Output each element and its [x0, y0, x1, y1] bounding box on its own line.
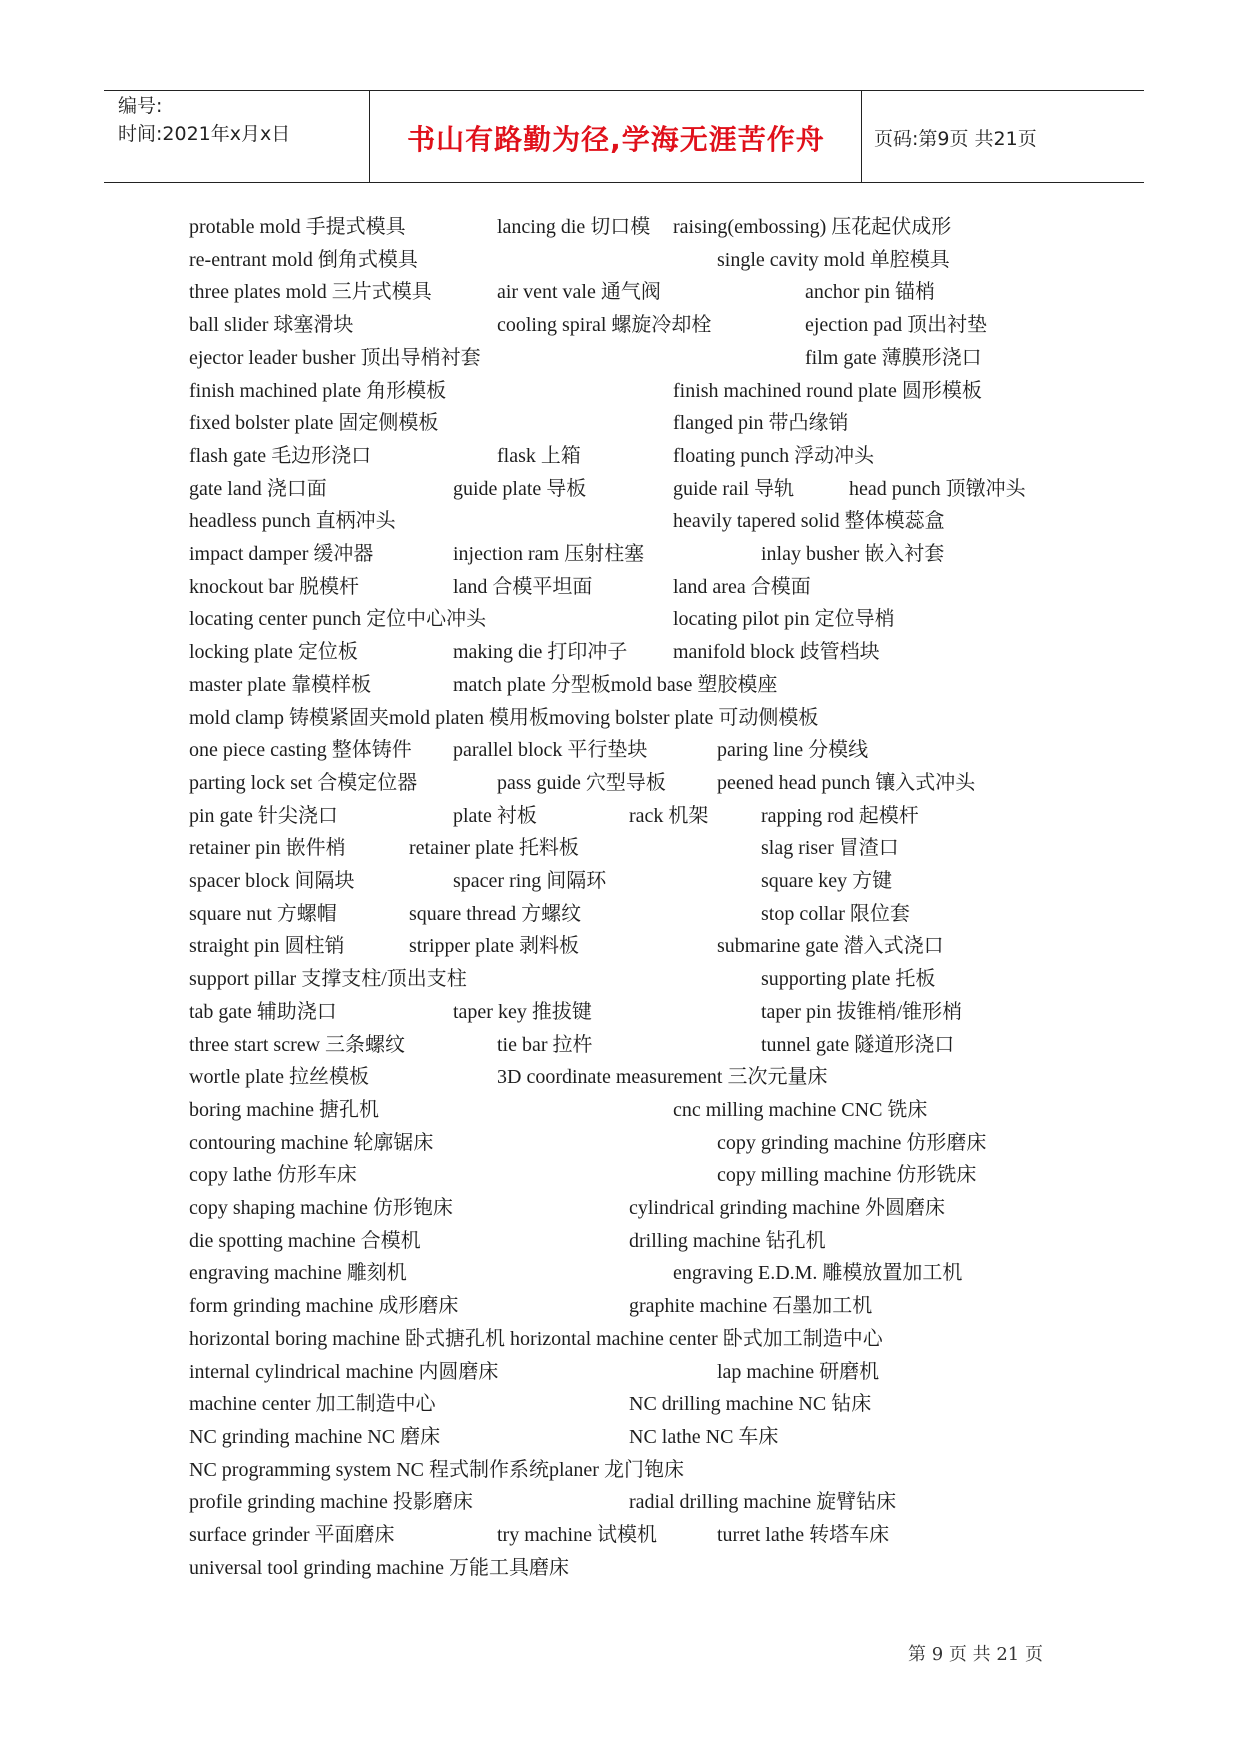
glossary-term: copy grinding machine 仿形磨床	[717, 1131, 987, 1154]
glossary-term: heavily tapered solid 整体模蕊盒	[673, 510, 945, 533]
glossary-term: tie bar 拉杵	[497, 1033, 593, 1056]
glossary-term: cnc milling machine CNC 铣床	[673, 1098, 928, 1121]
glossary-term: NC programming system NC 程式制作系统planer 龙门铇床	[189, 1458, 684, 1481]
glossary-term: wortle plate 拉丝模板	[189, 1066, 369, 1089]
glossary-term: machine center 加工制造中心	[189, 1393, 436, 1416]
glossary-term: square nut 方螺帽	[189, 902, 337, 925]
glossary-term: pass guide 穴型导板	[497, 771, 666, 794]
glossary-term: knockout bar 脱模杆	[189, 575, 359, 598]
glossary-term: graphite machine 石墨加工机	[629, 1295, 873, 1318]
glossary-term: universal tool grinding machine 万能工具磨床	[189, 1556, 569, 1579]
glossary-term: stop collar 限位套	[761, 902, 910, 925]
page-header	[0, 0, 1241, 200]
glossary-term: air vent vale 通气阀	[497, 281, 661, 304]
header-meta	[118, 92, 290, 148]
glossary-term: peened head punch 镶入式冲头	[717, 771, 976, 794]
glossary-term: flask 上箱	[497, 444, 581, 467]
glossary-term: anchor pin 锚梢	[805, 281, 935, 304]
glossary-term: ejection pad 顶出衬垫	[805, 314, 988, 337]
document-time-label: 时间:2021年x月x日	[118, 123, 291, 145]
glossary-term: tab gate 辅助浇口	[189, 1000, 337, 1023]
glossary-term: rack 机架	[629, 804, 709, 827]
glossary-term: square key 方键	[761, 870, 893, 892]
glossary-term: taper pin 拔锥梢/锥形梢	[761, 1000, 963, 1023]
glossary-term: cylindrical grinding machine 外圆磨床	[629, 1197, 946, 1219]
glossary-term: submarine gate 潜入式浇口	[717, 935, 944, 958]
glossary-term: surface grinder 平面磨床	[189, 1524, 395, 1546]
glossary-term: internal cylindrical machine 内圆磨床	[189, 1360, 499, 1383]
glossary-term: injection ram 压射柱塞	[453, 543, 645, 565]
glossary-term: 3D coordinate measurement 三次元量床	[497, 1066, 828, 1089]
glossary-term: raising(embossing) 压花起伏成形	[673, 216, 952, 238]
glossary-term: drilling machine 钻孔机	[629, 1229, 826, 1252]
glossary-term: lancing die 切口模	[497, 216, 651, 238]
glossary-term: master plate 靠模样板	[189, 673, 372, 696]
glossary-term: film gate 薄膜形浇口	[805, 346, 982, 369]
glossary-term: rapping rod 起模杆	[761, 804, 919, 827]
glossary-term: land 合模平坦面	[453, 575, 593, 598]
glossary-term: ejector leader busher 顶出导梢衬套	[189, 346, 481, 369]
glossary-term: protable mold 手提式模具	[189, 216, 406, 238]
glossary-term: mold clamp 铸模紧固夹mold platen 模用板moving bolster plate 可动侧模板	[189, 706, 819, 729]
glossary-term: radial drilling machine 旋臂钻床	[629, 1491, 897, 1514]
glossary-term: headless punch 直柄冲头	[189, 510, 396, 533]
glossary-term: single cavity mold 单腔模具	[717, 248, 950, 271]
glossary-term: engraving E.D.M. 雕模放置加工机	[673, 1262, 963, 1285]
glossary-term: locating pilot pin 定位导梢	[673, 608, 895, 631]
glossary-term: parallel block 平行垫块	[453, 739, 648, 762]
glossary-term: guide rail 导轨	[673, 477, 795, 500]
glossary-term: straight pin 圆柱销	[189, 935, 345, 958]
glossary-term: plate 衬板	[453, 804, 537, 827]
glossary-term: engraving machine 雕刻机	[189, 1262, 407, 1285]
glossary-term: slag riser 冒渣口	[761, 837, 899, 860]
glossary-term: try machine 试模机	[497, 1524, 657, 1546]
glossary-term: re-entrant mold 倒角式模具	[189, 248, 418, 271]
glossary-term: locking plate 定位板	[189, 641, 358, 664]
glossary-term: fixed bolster plate 固定侧模板	[189, 412, 439, 435]
glossary-term: die spotting machine 合模机	[189, 1229, 421, 1252]
glossary-term: gate land 浇口面	[189, 477, 327, 500]
glossary-term: head punch 顶镦冲头	[849, 477, 1026, 500]
glossary-term: floating punch 浮动冲头	[673, 444, 875, 467]
glossary-term: NC lathe NC 车床	[629, 1425, 779, 1448]
glossary-term: copy lathe 仿形车床	[189, 1164, 357, 1187]
glossary-term: flanged pin 带凸缘销	[673, 412, 849, 435]
glossary-term: three start screw 三条螺纹	[189, 1033, 406, 1056]
glossary-term: NC grinding machine NC 磨床	[189, 1425, 441, 1448]
glossary-term: parting lock set 合模定位器	[189, 771, 418, 794]
glossary-term: profile grinding machine 投影磨床	[189, 1491, 473, 1514]
glossary-term: copy milling machine 仿形铣床	[717, 1164, 977, 1187]
header-bottom-rule	[104, 182, 1144, 183]
glossary-term: pin gate 针尖浇口	[189, 804, 338, 827]
glossary-term: boring machine 搪孔机	[189, 1098, 379, 1121]
header-divider-right	[861, 90, 862, 182]
header-top-rule	[104, 90, 1144, 91]
glossary-term: taper key 推拔键	[453, 1000, 592, 1023]
glossary-term: finish machined round plate 圆形模板	[673, 379, 982, 402]
header-motto: 书山有路勤为径,学海无涯苦作舟	[407, 123, 825, 156]
header-page-code: 页码:第9页 共21页	[874, 128, 1037, 150]
glossary-term: three plates mold 三片式模具	[189, 281, 432, 304]
glossary-term: paring line 分模线	[717, 739, 869, 762]
glossary-term: NC drilling machine NC 钻床	[629, 1393, 872, 1416]
glossary-term: tunnel gate 隧道形浇口	[761, 1033, 955, 1056]
glossary-term: supporting plate 托板	[761, 968, 936, 991]
glossary-term: land area 合模面	[673, 575, 811, 598]
glossary-term: guide plate 导板	[453, 477, 587, 500]
header-divider-left	[369, 90, 370, 182]
glossary-term: cooling spiral 螺旋冷却栓	[497, 314, 712, 337]
glossary-term: impact damper 缓冲器	[189, 543, 374, 565]
glossary-term: retainer pin 嵌件梢	[189, 837, 346, 860]
glossary-term: turret lathe 转塔车床	[717, 1524, 890, 1546]
glossary-term: making die 打印冲子	[453, 641, 628, 664]
glossary-term: copy shaping machine 仿形铇床	[189, 1197, 453, 1219]
glossary-term: horizontal boring machine 卧式搪孔机 horizontal machine center 卧式加工制造中心	[189, 1327, 883, 1350]
glossary-term: ball slider 球塞滑块	[189, 314, 354, 337]
glossary-term: retainer plate 托料板	[409, 837, 579, 860]
glossary-term: locating center punch 定位中心冲头	[189, 608, 487, 631]
glossary-term: spacer ring 间隔环	[453, 870, 607, 892]
document-number-label: 编号:	[118, 95, 163, 117]
glossary-term: one piece casting 整体铸件	[189, 739, 412, 762]
glossary-term: support pillar 支撑支柱/顶出支柱	[189, 968, 467, 991]
glossary-term: spacer block 间隔块	[189, 870, 355, 892]
glossary-term: inlay busher 嵌入衬套	[761, 543, 945, 565]
glossary-term: finish machined plate 角形模板	[189, 379, 447, 402]
glossary-term: square thread 方螺纹	[409, 902, 582, 925]
glossary-term: contouring machine 轮廓锯床	[189, 1131, 434, 1154]
page-footer: 第 9 页 共 21 页	[908, 1644, 1043, 1665]
glossary-term: stripper plate 剥料板	[409, 935, 579, 958]
glossary-term: match plate 分型板mold base 塑胶模座	[453, 673, 778, 696]
glossary-term: flash gate 毛边形浇口	[189, 444, 372, 467]
glossary-term: form grinding machine 成形磨床	[189, 1295, 459, 1318]
glossary-term: manifold block 歧管档块	[673, 641, 880, 664]
glossary-term: lap machine 研磨机	[717, 1360, 880, 1383]
